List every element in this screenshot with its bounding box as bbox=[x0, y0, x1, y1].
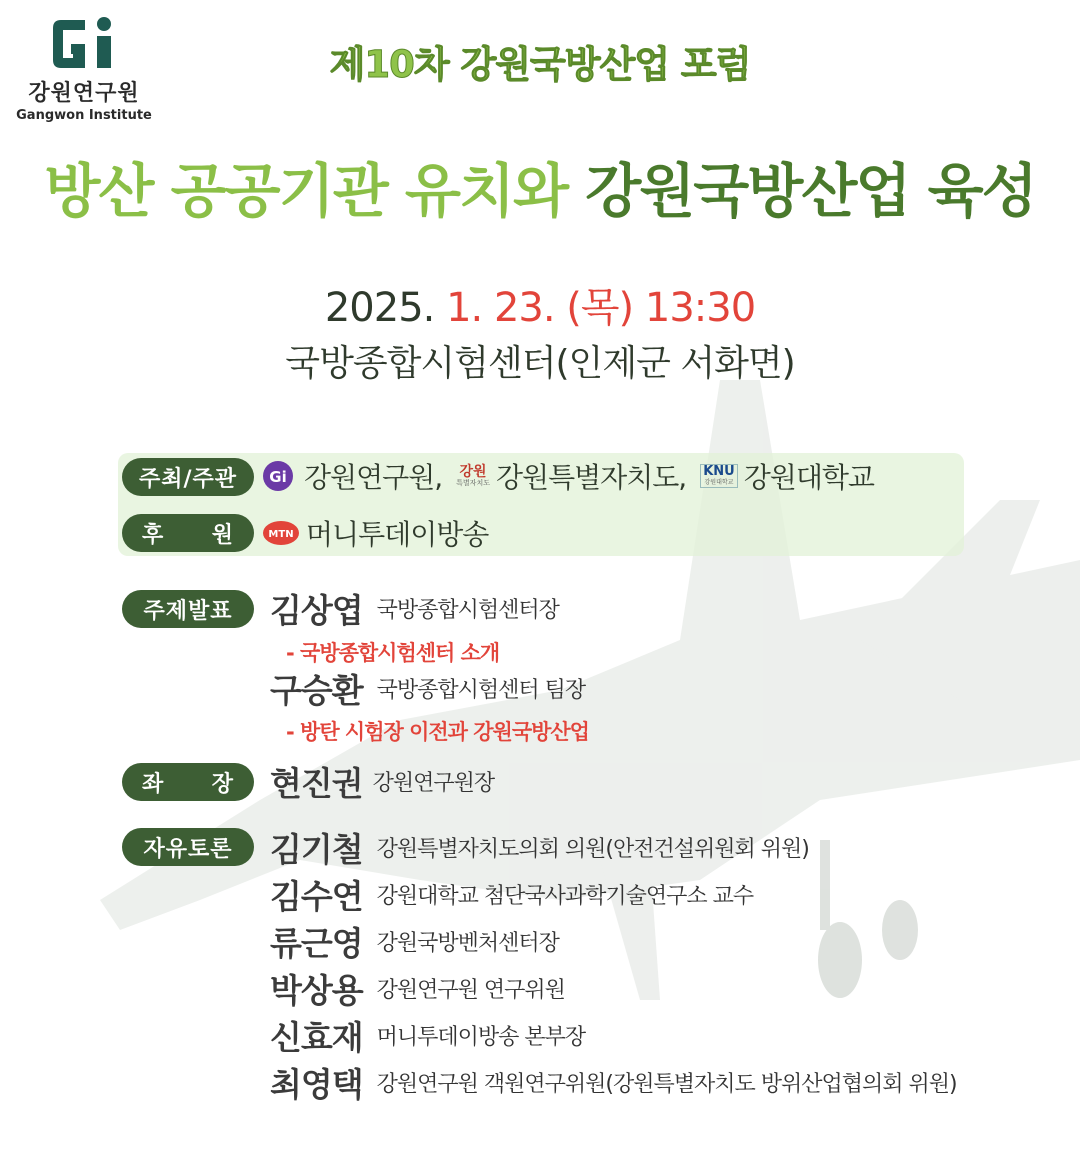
sponsor-label-b: 원 bbox=[211, 522, 234, 548]
logo-english-name: Gangwon Institute bbox=[16, 108, 152, 123]
panelist-row bbox=[270, 824, 809, 871]
panelist-row bbox=[270, 871, 753, 918]
chair-role: 강원연구원장 bbox=[372, 771, 495, 796]
discussion-label: 자유토론 bbox=[122, 828, 254, 866]
host-org-1: 강원연구원, bbox=[304, 461, 443, 494]
panelist-name: 김수연 bbox=[270, 877, 363, 916]
speaker-name: 구승환 bbox=[270, 671, 363, 710]
host-org-3: 강원대학교 bbox=[743, 461, 874, 494]
keynote-speaker-1 bbox=[270, 585, 559, 632]
main-title bbox=[0, 144, 1080, 228]
sponsor-label-a: 후 bbox=[142, 522, 165, 548]
panelist-role: 강원연구원 객원연구위원(강원특별자치도 방위산업협의회 위원) bbox=[376, 1072, 957, 1097]
panelist-role: 강원국방벤처센터장 bbox=[376, 931, 559, 956]
panelist-role: 강원연구원 연구위원 bbox=[376, 978, 565, 1003]
speaker-topic: - 국방종합시험센터 소개 bbox=[286, 641, 500, 665]
panelist-row bbox=[270, 965, 565, 1012]
gangwon-province-logo-icon: 강원 특별자치도 bbox=[456, 463, 490, 487]
knu-logo-icon: KNU 강원대학교 bbox=[700, 464, 738, 488]
speaker-name: 김상엽 bbox=[270, 591, 363, 630]
main-title-part1: 방산 공공기관 유치와 bbox=[44, 157, 586, 225]
mtn-logo-icon bbox=[262, 520, 300, 546]
panelist-row bbox=[270, 1012, 585, 1059]
event-venue: 국방종합시험센터(인제군 서화면) bbox=[285, 343, 795, 384]
panelist-role: 머니투데이방송 본부장 bbox=[376, 1025, 586, 1050]
panelist-name: 김기철 bbox=[270, 830, 363, 869]
panelist-name: 류근영 bbox=[270, 924, 363, 963]
speaker-role: 국방종합시험센터 팀장 bbox=[376, 678, 586, 703]
keynote-speaker-2 bbox=[270, 665, 585, 712]
sponsor-org: 머니투데이방송 bbox=[306, 518, 489, 551]
gi-mini-logo-icon bbox=[262, 460, 298, 492]
main-title-part2: 강원국방산업 육성 bbox=[585, 157, 1036, 225]
panelist-row bbox=[270, 918, 559, 965]
event-date bbox=[0, 276, 1080, 333]
speaker-role: 국방종합시험센터장 bbox=[376, 598, 559, 623]
keynote-label: 주제발표 bbox=[122, 590, 254, 628]
sponsor-label bbox=[122, 514, 254, 552]
host-org-2: 강원특별자치도, bbox=[495, 461, 687, 494]
panelist-name: 최영택 bbox=[270, 1065, 363, 1104]
hosts-label: 주최/주관 bbox=[122, 458, 254, 496]
event-date-time: 1. 23. (목) 13:30 bbox=[446, 285, 756, 331]
speaker-topic: - 방탄 시험장 이전과 강원국방산업 bbox=[286, 720, 589, 744]
logo-korean-name: 강원연구원 bbox=[28, 81, 140, 106]
svg-text:MTN: MTN bbox=[268, 529, 294, 540]
sponsor-row bbox=[262, 512, 488, 554]
panelist-name: 박상용 bbox=[270, 971, 363, 1010]
panelist-role: 강원대학교 첨단국사과학기술연구소 교수 bbox=[376, 884, 754, 909]
hosts-row bbox=[262, 455, 874, 497]
chair-row bbox=[270, 758, 494, 805]
chair-label-b: 장 bbox=[211, 771, 234, 797]
panelist-row bbox=[270, 1059, 957, 1106]
event-year: 2025. bbox=[324, 285, 447, 331]
chair-label bbox=[122, 763, 254, 801]
chair-name: 현진권 bbox=[270, 764, 363, 803]
forum-title: 제10차 강원국방산업 포럼 bbox=[329, 43, 751, 86]
panelist-name: 신효재 bbox=[270, 1018, 363, 1057]
svg-text:Gi: Gi bbox=[269, 468, 287, 486]
chair-label-a: 좌 bbox=[142, 771, 165, 797]
panelist-role: 강원특별자치도의회 의원(안전건설위원회 위원) bbox=[376, 837, 809, 862]
